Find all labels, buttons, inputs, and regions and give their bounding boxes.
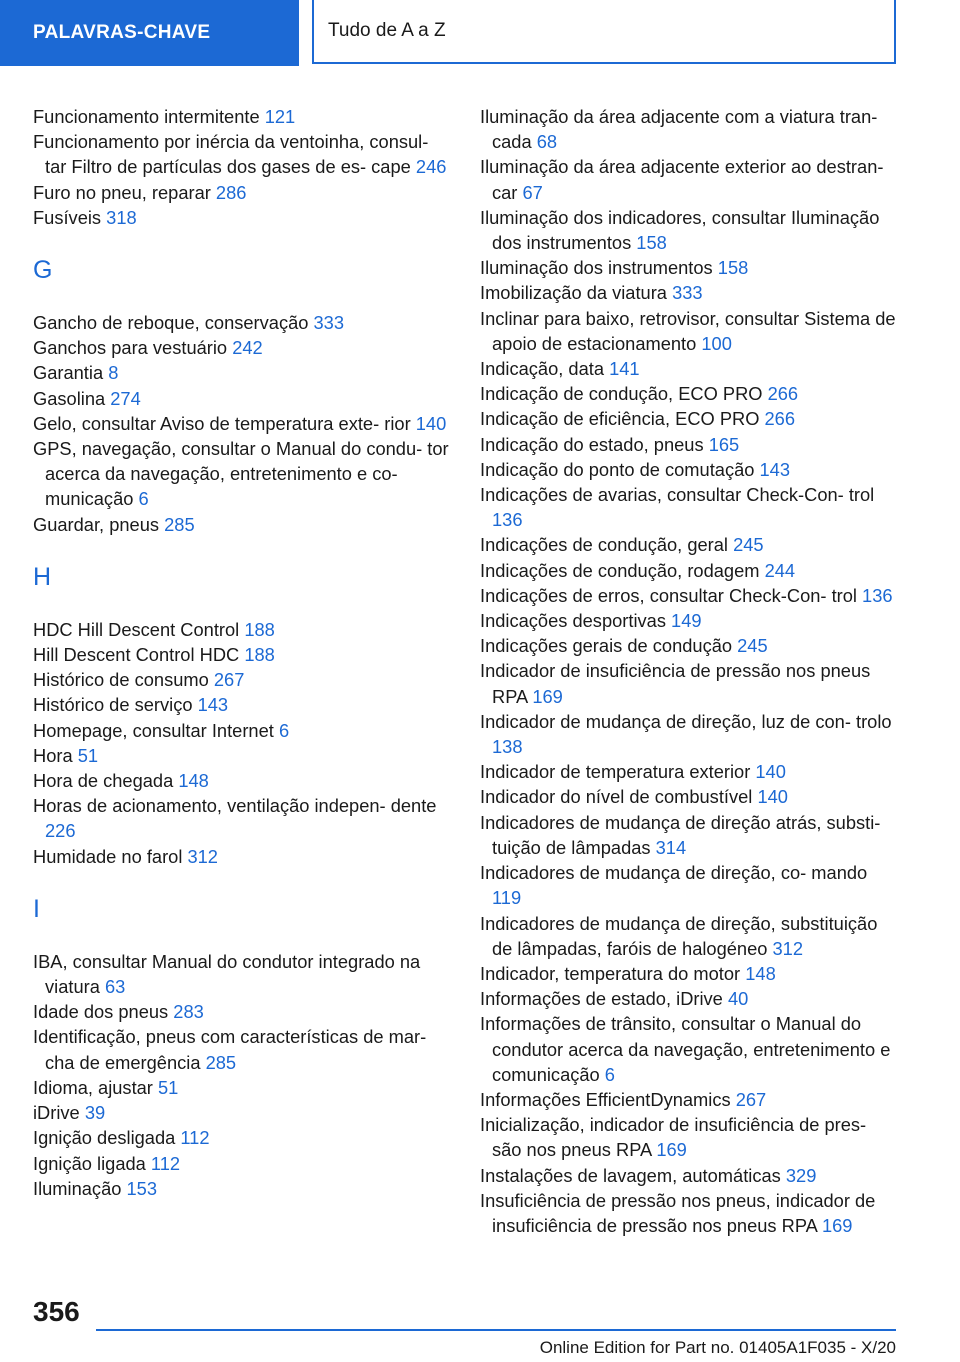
index-entry-page-link[interactable]: 245 bbox=[733, 534, 764, 556]
index-entry-page-link[interactable]: 136 bbox=[492, 509, 523, 531]
index-entry bbox=[480, 784, 900, 809]
index-entry-page-link[interactable]: 312 bbox=[187, 845, 218, 867]
index-entry-page-link[interactable]: 244 bbox=[764, 559, 796, 581]
tab-keywords[interactable] bbox=[0, 0, 299, 66]
index-entry-text: Identificação, pneus com características de mar‐ cha de emergência bbox=[33, 1026, 427, 1073]
index-entry-page-link[interactable]: 119 bbox=[492, 887, 522, 909]
index-entry bbox=[480, 558, 900, 583]
index-entry bbox=[33, 793, 451, 843]
index-entry-text: Histórico de consumo bbox=[33, 669, 214, 691]
index-entry-text: Indicações desportivas bbox=[480, 610, 672, 632]
index-entry bbox=[33, 1125, 451, 1150]
index-entry-page-link[interactable]: 140 bbox=[415, 412, 447, 434]
index-entry-text: Idade dos pneus bbox=[33, 1001, 174, 1023]
index-entry bbox=[480, 104, 900, 154]
index-entry bbox=[480, 1163, 900, 1188]
index-entry-text: Instalações de lavagem, automáticas bbox=[480, 1164, 786, 1186]
index-entry-text: Indicador de insuficiência de pressão nos pneus RPA bbox=[480, 660, 871, 707]
index-entry-page-link[interactable]: 121 bbox=[264, 106, 296, 127]
index-entry bbox=[480, 205, 900, 255]
index-entry-text: Funcionamento por inércia da ventoinha, consul‐ tar Filtro de partículas dos gases de es‐ cape bbox=[33, 131, 429, 178]
index-column-right bbox=[480, 104, 900, 1238]
index-entry bbox=[33, 692, 451, 717]
index-entry bbox=[480, 1087, 900, 1112]
index-entry bbox=[480, 280, 900, 305]
index-entry-text: Guardar, pneus bbox=[33, 513, 165, 535]
index-entry-page-link[interactable]: 242 bbox=[232, 337, 263, 359]
index-entry-text: Indicações de erros, consultar Check-Con‐ trol bbox=[480, 584, 863, 606]
index-entry-page-link[interactable]: 158 bbox=[636, 232, 667, 254]
index-entry bbox=[480, 154, 900, 204]
index-entry-page-link[interactable]: 169 bbox=[532, 685, 563, 707]
index-entry-page-link[interactable]: 165 bbox=[708, 433, 740, 455]
index-entry-page-link[interactable]: 140 bbox=[757, 786, 788, 808]
index-entry-page-link[interactable]: 246 bbox=[415, 156, 447, 178]
index-entry-text: Ganchos para vestuário bbox=[33, 337, 233, 359]
index-entry-page-link[interactable]: 188 bbox=[244, 644, 275, 666]
index-entry-page-link[interactable]: 148 bbox=[178, 770, 209, 792]
index-entry-page-link[interactable]: 6 bbox=[278, 719, 290, 741]
index-entry-text: Informações EfficientDynamics bbox=[480, 1088, 736, 1110]
index-entry-page-link[interactable]: 286 bbox=[215, 181, 247, 203]
index-entry-text: Indicação de eficiência, ECO PRO bbox=[480, 408, 765, 430]
index-entry bbox=[480, 986, 900, 1011]
index-entry-text: Indicadores de mudança de direção atrás, substi‐ tuição de lâmpadas bbox=[480, 811, 881, 858]
index-entry bbox=[480, 1112, 900, 1162]
index-entry-text: Horas de acionamento, ventilação indepen‐ dente bbox=[33, 795, 437, 817]
index-entry bbox=[480, 633, 900, 658]
index-entry-text: Iluminação da área adjacente exterior ao destran‐ car bbox=[480, 156, 884, 203]
index-entry-page-link[interactable]: 226 bbox=[45, 820, 76, 842]
index-entry-text: Funcionamento intermitente bbox=[33, 106, 265, 127]
index-entry-page-link[interactable]: 188 bbox=[244, 618, 275, 640]
index-entry-text: Indicador do nível de combustível bbox=[480, 786, 758, 808]
index-entry-text: Indicação do estado, pneus bbox=[480, 433, 709, 455]
index-entry-page-link[interactable]: 267 bbox=[213, 669, 245, 691]
index-entry bbox=[480, 1011, 900, 1087]
index-entry bbox=[480, 406, 900, 431]
index-entry-text: Hora de chegada bbox=[33, 770, 179, 792]
index-entry bbox=[480, 255, 900, 280]
index-entry bbox=[33, 667, 451, 692]
index-letter-heading: I bbox=[33, 894, 40, 923]
index-entry-page-link[interactable]: 63 bbox=[104, 976, 126, 998]
index-entry-page-link[interactable]: 112 bbox=[180, 1127, 210, 1149]
index-entry-text: Indicador de temperatura exterior bbox=[480, 761, 756, 783]
index-entry-text: Hill Descent Control HDC bbox=[33, 644, 245, 666]
index-entry bbox=[480, 457, 900, 482]
index-entry-page-link[interactable]: 153 bbox=[126, 1177, 158, 1199]
index-entry-page-link[interactable]: 143 bbox=[759, 458, 791, 480]
index-entry-page-link[interactable]: 266 bbox=[767, 383, 799, 405]
index-entry bbox=[480, 432, 900, 457]
index-entry bbox=[480, 356, 900, 381]
index-entry-text: Inicialização, indicador de insuficiência de pres‐ são nos pneus RPA bbox=[480, 1114, 867, 1161]
index-entry-page-link[interactable]: 6 bbox=[604, 1063, 615, 1085]
index-entry-page-link[interactable]: 158 bbox=[717, 257, 749, 279]
index-entry bbox=[33, 1151, 451, 1176]
tab-a-to-z-label: Tudo de A a Z bbox=[328, 20, 446, 41]
index-entry-text: Indicadores de mudança de direção, substituição de lâmpadas, faróis de halogéneo bbox=[480, 912, 878, 959]
index-entry-text: Furo no pneu, reparar bbox=[33, 181, 216, 203]
index-entry-page-link[interactable]: 266 bbox=[764, 408, 796, 430]
index-entry-text: Indicador, temperatura do motor bbox=[480, 962, 746, 984]
index-entry-text: GPS, navegação, consultar o Manual do condu‐ tor acerca da navegação, entretenimento e co‐ municação bbox=[33, 438, 449, 510]
tab-keywords-label: PALAVRAS-CHAVE bbox=[33, 22, 211, 43]
index-entry-text: Indicação do ponto de comutação bbox=[480, 458, 760, 480]
index-entry-text: Informações de estado, iDrive bbox=[480, 988, 728, 1010]
index-entry-text: Indicações de avarias, consultar Check-Con‐ trol bbox=[480, 484, 875, 506]
index-entry bbox=[33, 999, 451, 1024]
index-entry-text: Indicações de condução, rodagem bbox=[480, 559, 765, 581]
index-entry-page-link[interactable]: 285 bbox=[164, 513, 195, 535]
index-entry bbox=[33, 768, 451, 793]
index-entry-text: Indicadores de mudança de direção, co‐ mando bbox=[480, 862, 868, 884]
index-entry bbox=[33, 617, 451, 642]
index-entry bbox=[33, 844, 451, 869]
index-entry-text: HDC Hill Descent Control bbox=[33, 618, 245, 640]
index-entry-text: Insuficiência de pressão nos pneus, indicador de insuficiência de pressão nos pneus RPA bbox=[480, 1189, 876, 1236]
index-entry-page-link[interactable]: 6 bbox=[138, 488, 149, 510]
index-entry bbox=[33, 642, 451, 667]
index-entry-text: Indicação de condução, ECO PRO bbox=[480, 383, 768, 405]
index-entry-text: Iluminação bbox=[33, 1177, 127, 1199]
index-entry-page-link[interactable]: 136 bbox=[862, 584, 893, 606]
index-entry bbox=[33, 436, 451, 512]
index-entry bbox=[480, 583, 900, 608]
index-entry-page-link[interactable]: 68 bbox=[536, 131, 558, 153]
index-entry-text: Imobilização da viatura bbox=[480, 282, 673, 304]
tab-a-to-z[interactable] bbox=[312, 0, 896, 64]
index-entry-page-link[interactable]: 149 bbox=[671, 610, 702, 632]
index-entry-text: Homepage, consultar Internet bbox=[33, 719, 279, 741]
index-entry-text: Ignição ligada bbox=[33, 1152, 151, 1174]
index-entry bbox=[480, 810, 900, 860]
index-entry bbox=[33, 205, 451, 230]
index-entry-page-link[interactable]: 140 bbox=[755, 761, 786, 783]
index-entry-text: Ignição desligada bbox=[33, 1127, 181, 1149]
index-entry-text: Histórico de serviço bbox=[33, 694, 198, 716]
header bbox=[0, 0, 960, 66]
index-letter-heading: H bbox=[33, 562, 52, 591]
index-entry-page-link[interactable]: 143 bbox=[197, 694, 229, 716]
index-entry-text: Indicações de condução, geral bbox=[480, 534, 734, 556]
index-entry-text: Garantia bbox=[33, 362, 109, 384]
index-entry-text: Hora bbox=[33, 744, 78, 766]
index-entry bbox=[480, 608, 900, 633]
index-entry bbox=[480, 381, 900, 406]
index-entry bbox=[480, 759, 900, 784]
index-entry-page-link[interactable]: 67 bbox=[522, 181, 543, 203]
index-entry-text: IBA, consultar Manual do condutor integrado na viatura bbox=[33, 950, 421, 998]
index-entry-text: Indicações gerais de condução bbox=[480, 635, 738, 657]
index-entry-text: iDrive bbox=[33, 1102, 85, 1124]
footer-divider bbox=[96, 1329, 896, 1331]
index-entry-text: Iluminação da área adjacente com a viatura tran‐ cada bbox=[480, 106, 878, 153]
index-entry bbox=[33, 743, 451, 768]
index-entry bbox=[33, 180, 451, 205]
index-entry-page-link[interactable]: 312 bbox=[772, 937, 804, 959]
index-entry-page-link[interactable]: 245 bbox=[737, 635, 768, 657]
index-entry-page-link[interactable]: 283 bbox=[173, 1001, 204, 1023]
index-entry bbox=[480, 911, 900, 961]
page-number: 356 bbox=[33, 1296, 80, 1327]
index-entry-text: Iluminação dos instrumentos bbox=[480, 257, 718, 279]
index-entry bbox=[33, 949, 451, 999]
index-entry-page-link[interactable]: 285 bbox=[205, 1051, 237, 1073]
index-entry-page-link[interactable]: 318 bbox=[106, 206, 137, 228]
index-entry-page-link[interactable]: 314 bbox=[655, 836, 687, 858]
index-entry-page-link[interactable]: 138 bbox=[492, 736, 523, 758]
index-entry bbox=[33, 1075, 451, 1100]
index-entry-text: Informações de trânsito, consultar o Manual do condutor acerca da navegação, entretenimento e comunicação bbox=[480, 1013, 891, 1085]
index-entry-page-link[interactable]: 141 bbox=[609, 358, 640, 380]
index-entry bbox=[480, 1188, 900, 1238]
index-entry-text: Indicação, data bbox=[480, 358, 610, 380]
index-entry bbox=[33, 360, 451, 385]
index-entry-page-link[interactable]: 51 bbox=[77, 744, 99, 766]
index-entry bbox=[33, 104, 451, 129]
index-entry-page-link[interactable]: 169 bbox=[656, 1139, 687, 1161]
footer-edition-text: Online Edition for Part no. 01405A1F035 - X/20 bbox=[539, 1338, 896, 1357]
index-entry bbox=[33, 129, 451, 179]
index-entry-text: Idioma, ajustar bbox=[33, 1076, 158, 1098]
index-entry-page-link[interactable]: 8 bbox=[108, 362, 119, 384]
index-entry-text: Indicador de mudança de direção, luz de con‐ trolo bbox=[480, 710, 892, 732]
index-entry-page-link[interactable]: 274 bbox=[110, 387, 141, 409]
index-entry bbox=[480, 658, 900, 708]
index-entry bbox=[33, 1100, 451, 1125]
index-letter-heading: G bbox=[33, 256, 53, 285]
index-entry-text: Gelo, consultar Aviso de temperatura exte‐ rior bbox=[33, 412, 416, 434]
index-entry-page-link[interactable]: 333 bbox=[313, 312, 345, 334]
index-entry-text: Gancho de reboque, conservação bbox=[33, 312, 314, 334]
index-entry-page-link[interactable]: 39 bbox=[84, 1102, 106, 1124]
index-entry-page-link[interactable]: 100 bbox=[701, 332, 732, 354]
index-entry bbox=[480, 482, 900, 532]
index-entry bbox=[480, 709, 900, 759]
index-entry bbox=[33, 335, 451, 360]
index-entry-page-link[interactable]: 40 bbox=[727, 988, 749, 1010]
index-entry-page-link[interactable]: 329 bbox=[785, 1164, 817, 1186]
index-entry bbox=[33, 386, 451, 411]
index-entry bbox=[480, 532, 900, 557]
index-entry bbox=[33, 718, 451, 743]
index-entry bbox=[480, 860, 900, 910]
index-entry bbox=[33, 512, 451, 537]
index-entry bbox=[33, 1024, 451, 1074]
index-entry-text: Inclinar para baixo, retrovisor, consultar Sistema de apoio de estacionamento bbox=[480, 307, 896, 354]
index-entry bbox=[33, 1176, 451, 1201]
index-entry-text: Iluminação dos indicadores, consultar Iluminação dos instrumentos bbox=[480, 206, 880, 254]
index-entry-page-link[interactable]: 169 bbox=[821, 1214, 853, 1236]
index-entry-page-link[interactable]: 148 bbox=[745, 962, 776, 984]
index-entry-text: Gasolina bbox=[33, 387, 111, 409]
index-entry-text: Humidade no farol bbox=[33, 845, 188, 867]
index-entry-page-link[interactable]: 51 bbox=[157, 1076, 179, 1098]
index-entry-page-link[interactable]: 333 bbox=[672, 282, 703, 304]
index-entry bbox=[480, 961, 900, 986]
index-column-left bbox=[33, 104, 451, 1201]
index-entry-page-link[interactable]: 112 bbox=[150, 1152, 181, 1174]
index-entry-page-link[interactable]: 267 bbox=[735, 1088, 767, 1110]
index-entry-text: Fusíveis bbox=[33, 206, 107, 228]
index-entry bbox=[480, 306, 900, 356]
index-entry bbox=[33, 411, 451, 436]
index-entry bbox=[33, 310, 451, 335]
